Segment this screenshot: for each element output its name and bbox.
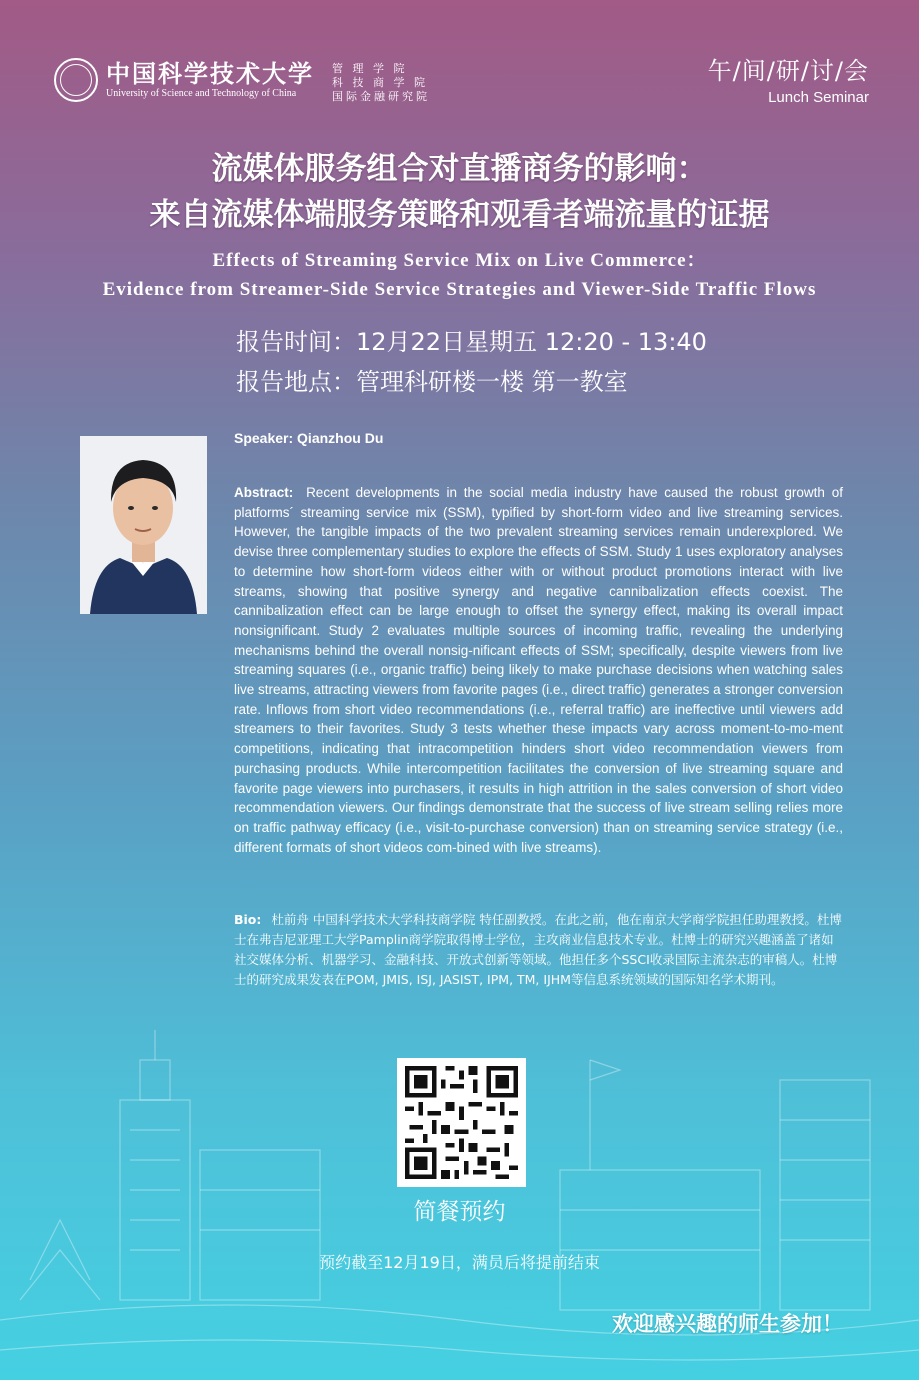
school-management: 管 理 学 院 [332,62,408,75]
seminar-title-cn: 午/间/研/讨/会 [707,57,869,85]
welcome-message: 欢迎感兴趣的师生参加！ [612,1312,843,1336]
bio-text: 杜前舟 中国科学技术大学科技商学院 特任副教授。在此之前，他在南京大学商学院担任助理教授。杜博士在弗吉尼亚理工大学Pamplin商学院取得博士学位，主攻商业信息技术专业。杜博士的研究兴趣涵盖了诸如社交媒体分析、机器学习、金融科技、开放式创新等领域。他担任多个SSCI收录国际主流杂志的审稿人。杜博士的研究成果发表在POM, JMIS, ISJ, JASIST, IPM, TM, IJHM等信息系统领域的国际知名学术期刊。 [234,912,842,987]
school-list [332,62,430,104]
talk-title-en [0,246,919,304]
seminar-badge [708,56,869,108]
title-cn-line2: 来自流媒体端服务策略和观看者端流量的证据 [149,197,770,233]
logo-english-name: University of Science and Technology of China [106,88,297,99]
speaker-photo [80,436,207,614]
speaker-label: Speaker: [234,430,294,446]
abstract-label: Abstract: [234,485,294,500]
ustc-logo [54,58,314,102]
abstract-block [234,483,843,857]
logo-chinese-name: 中国科学技术大学 [106,59,314,88]
speaker-name: Qianzhou Du [297,430,384,446]
bio-block [234,910,843,990]
talk-time: 报告时间：12月22日星期五 12:20 - 13:40 [236,328,707,356]
title-en-line1: Effects of Streaming Service Mix on Live Commerce： [212,250,707,271]
lunch-reservation-label: 简餐预约 [413,1199,506,1225]
talk-place: 报告地点：管理科研楼一楼 第一教室 [236,368,628,396]
qr-code[interactable] [397,1058,526,1187]
school-business: 科 技 商 学 院 [332,76,428,89]
title-en-line2: Evidence from Streamer-Side Service Strategies and Viewer-Side Traffic Flows [102,279,817,300]
school-finance: 国际金融研究院 [332,90,430,103]
title-cn-line1: 流媒体服务组合对直播商务的影响： [211,151,708,187]
abstract-text: Recent developments in the social media industry have caused the robust growth of platforms´ streaming service mix (SSM), typified by short-form video and live streaming services. However, the tangible impacts of the two prevalent streaming services remain underexplored. We devise three complementary studies to explore the effects of SSM. Study 1 uses exploratory analyses to determine how short-form videos either with or without product promotions interact with live streams, showing that positive synergy and negative cannibalization effects coexist. The cannibalization effect can be large enough to offset the synergy effect, making its overall impact nonsignificant. Study 2 evaluates multiple sources of incoming traffic, revealing the underlying mechanisms behind the overall nonsig-nificant effects of SSM; specifically, despite viewers from live streaming squares (i.e., organic traffic) being likely to make purchase decisions when watching sales live streams, attracting viewers from favorite pages (i.e., direct traffic) generates a stronger conversion rate. Inflows from short video recommendations (i.e., referral traffic) are ineffective until viewers add streamers to their favorites. Study 3 tests whether these impacts vary across moment-to-mo-ment competitions, indicating that intracompetition hinders short video recommendation viewers from purchasing products. While intercompetition facilitates the conversion of live streaming square and favorite page viewers into purchasers, it results in high attrition in the sales conversion of short video recommendation viewers. Our findings demonstrate that the success of live stream selling relies more on traffic pathway efficacy (i.e., visit-to-purchase conversion) than on streaming service strategy (i.e., different formats of short videos com-bined with live streams). [234,485,844,855]
bio-label: Bio: [234,912,262,927]
talk-info [236,322,707,402]
university-seal-icon [54,58,98,102]
talk-title-cn [0,146,919,238]
reservation-deadline: 预约截至12月19日，满员后将提前结束 [319,1253,600,1272]
seminar-title-en: Lunch Seminar [768,89,869,106]
speaker-line [234,430,383,446]
